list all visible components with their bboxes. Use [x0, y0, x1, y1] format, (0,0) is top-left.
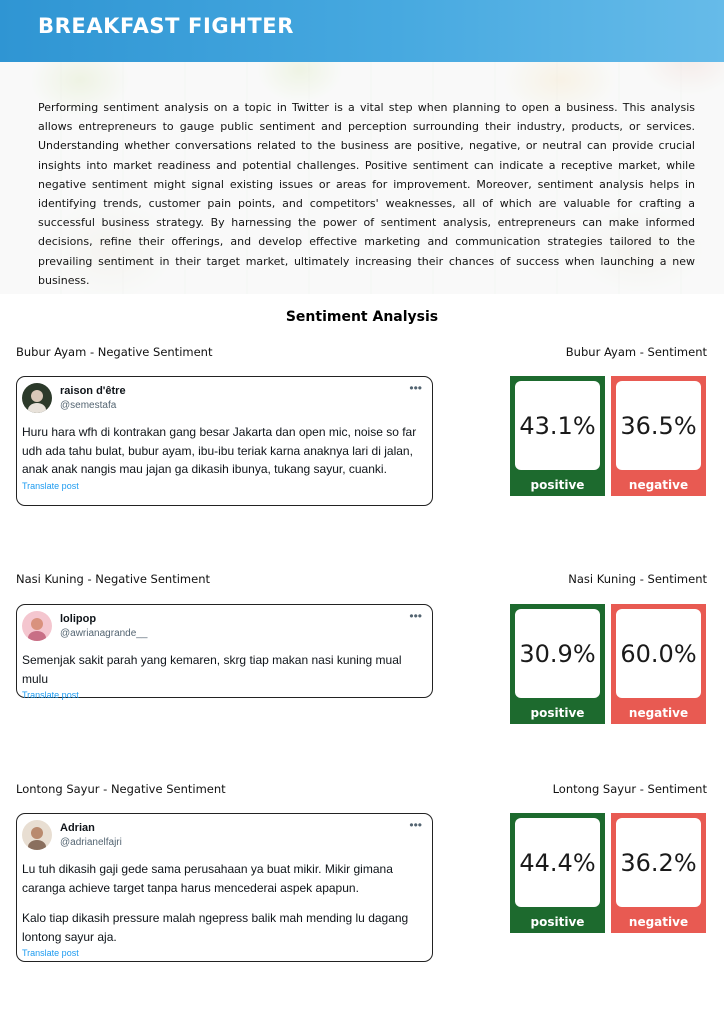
tweet-paragraph: Semenjak sakit parah yang kemaren, skrg tiap makan nasi kuning mual mulu: [22, 653, 402, 686]
positive-sentiment-card: [510, 604, 605, 724]
tweet-text: [22, 651, 422, 688]
section-title: Sentiment Analysis: [285, 309, 439, 325]
positive-caption: positive: [530, 915, 585, 929]
positive-caption: positive: [530, 478, 585, 492]
negative-sentiment-card: [611, 376, 706, 496]
avatar[interactable]: [22, 611, 52, 641]
header-bar: [0, 0, 724, 62]
sentiment-label-lontong-sayur: Lontong Sayur - Sentiment: [552, 782, 707, 796]
tweet-text: [22, 423, 422, 479]
more-options-icon[interactable]: •••: [409, 609, 422, 623]
translate-post-link[interactable]: Translate post: [22, 480, 79, 491]
negative-percentage: 36.2%: [620, 848, 697, 877]
negative-percentage: 36.5%: [620, 411, 697, 440]
sentiment-label-nasi-kuning: Nasi Kuning - Sentiment: [568, 572, 707, 586]
tweet-card: [16, 604, 433, 698]
positive-percentage: 30.9%: [519, 639, 596, 668]
more-options-icon[interactable]: •••: [409, 381, 422, 395]
more-options-icon[interactable]: •••: [409, 818, 422, 832]
sentiment-label-bubur-ayam: Bubur Ayam - Sentiment: [565, 345, 707, 359]
item-label-nasi-kuning: Nasi Kuning - Negative Sentiment: [16, 572, 210, 586]
tweet-paragraph: Huru hara wfh di kontrakan gang besar Jakarta dan open mic, noise so far udh ada tahu bulat, bubur ayam, ibu-ibu teriak karna anaknya lari di jalan, anak anak nangis mau jajan ga dikasih ibunya, tukang sayur, cuanki.: [22, 425, 417, 476]
avatar[interactable]: [22, 820, 52, 850]
tweet-author-name[interactable]: lolipop: [60, 613, 97, 625]
tweet-author-handle[interactable]: @adrianelfajri: [60, 837, 122, 848]
negative-caption: negative: [628, 706, 689, 720]
translate-post-link[interactable]: Translate post: [22, 948, 79, 958]
item-label-lontong-sayur: Lontong Sayur - Negative Sentiment: [16, 782, 226, 796]
negative-percentage: 60.0%: [620, 639, 697, 668]
negative-caption: negative: [628, 915, 689, 929]
positive-percentage: 44.4%: [519, 848, 596, 877]
tweet-author-name[interactable]: raison d'être: [60, 385, 126, 397]
positive-sentiment-card: [510, 376, 605, 496]
intro-paragraph: Performing sentiment analysis on a topic in Twitter is a vital step when planning to open a business. This analysis allows entrepreneurs to gauge public sentiment and perception surrounding their industry, products, or services. Understanding whether conversations related to the business are positive, negative, or neutral can provide crucial insights into market readiness and potential challenges. Positive sentiment can indicate a receptive market, while negative sentiment might signal existing issues or areas for improvement. Moreover, sentiment analysis helps in identifying trends, customer pain points, and competitors' weaknesses, all of which are valuable for crafting a successful business strategy. By harnessing the power of sentiment analysis, entrepreneurs can make informed decisions, refine their offerings, and develop effective marketing and communication strategies tailored to the prevailing sentiment in their target market, ultimately increasing their chances of success when launching a new business.: [38, 101, 695, 287]
avatar[interactable]: [22, 383, 52, 413]
tweet-card: [16, 813, 433, 962]
negative-sentiment-card: [611, 604, 706, 724]
tweet-author-handle[interactable]: @semestafa: [60, 400, 117, 411]
negative-caption: negative: [628, 478, 689, 492]
tweet-card: [16, 376, 433, 506]
tweet-text: [22, 860, 422, 946]
tweet-paragraph: Lu tuh dikasih gaji gede sama perusahaan ya buat mikir. Mikir gimana caranga achieve target tanpa harus mencederai aspek apapun.: [22, 862, 393, 895]
item-label-bubur-ayam: Bubur Ayam - Negative Sentiment: [16, 345, 213, 359]
tweet-author-handle[interactable]: @awrianagrande__: [60, 628, 148, 639]
tweet-paragraph: Kalo tiap dikasih pressure malah ngepress balik mah mending lu dagang lontong sayur aja.: [22, 911, 409, 944]
tweet-author-name[interactable]: Adrian: [60, 822, 95, 834]
positive-percentage: 43.1%: [519, 411, 596, 440]
translate-post-link[interactable]: Translate post: [22, 690, 79, 700]
brand-title: BREAKFAST FIGHTER: [38, 14, 295, 38]
negative-sentiment-card: [611, 813, 706, 933]
positive-sentiment-card: [510, 813, 605, 933]
positive-caption: positive: [530, 706, 585, 720]
